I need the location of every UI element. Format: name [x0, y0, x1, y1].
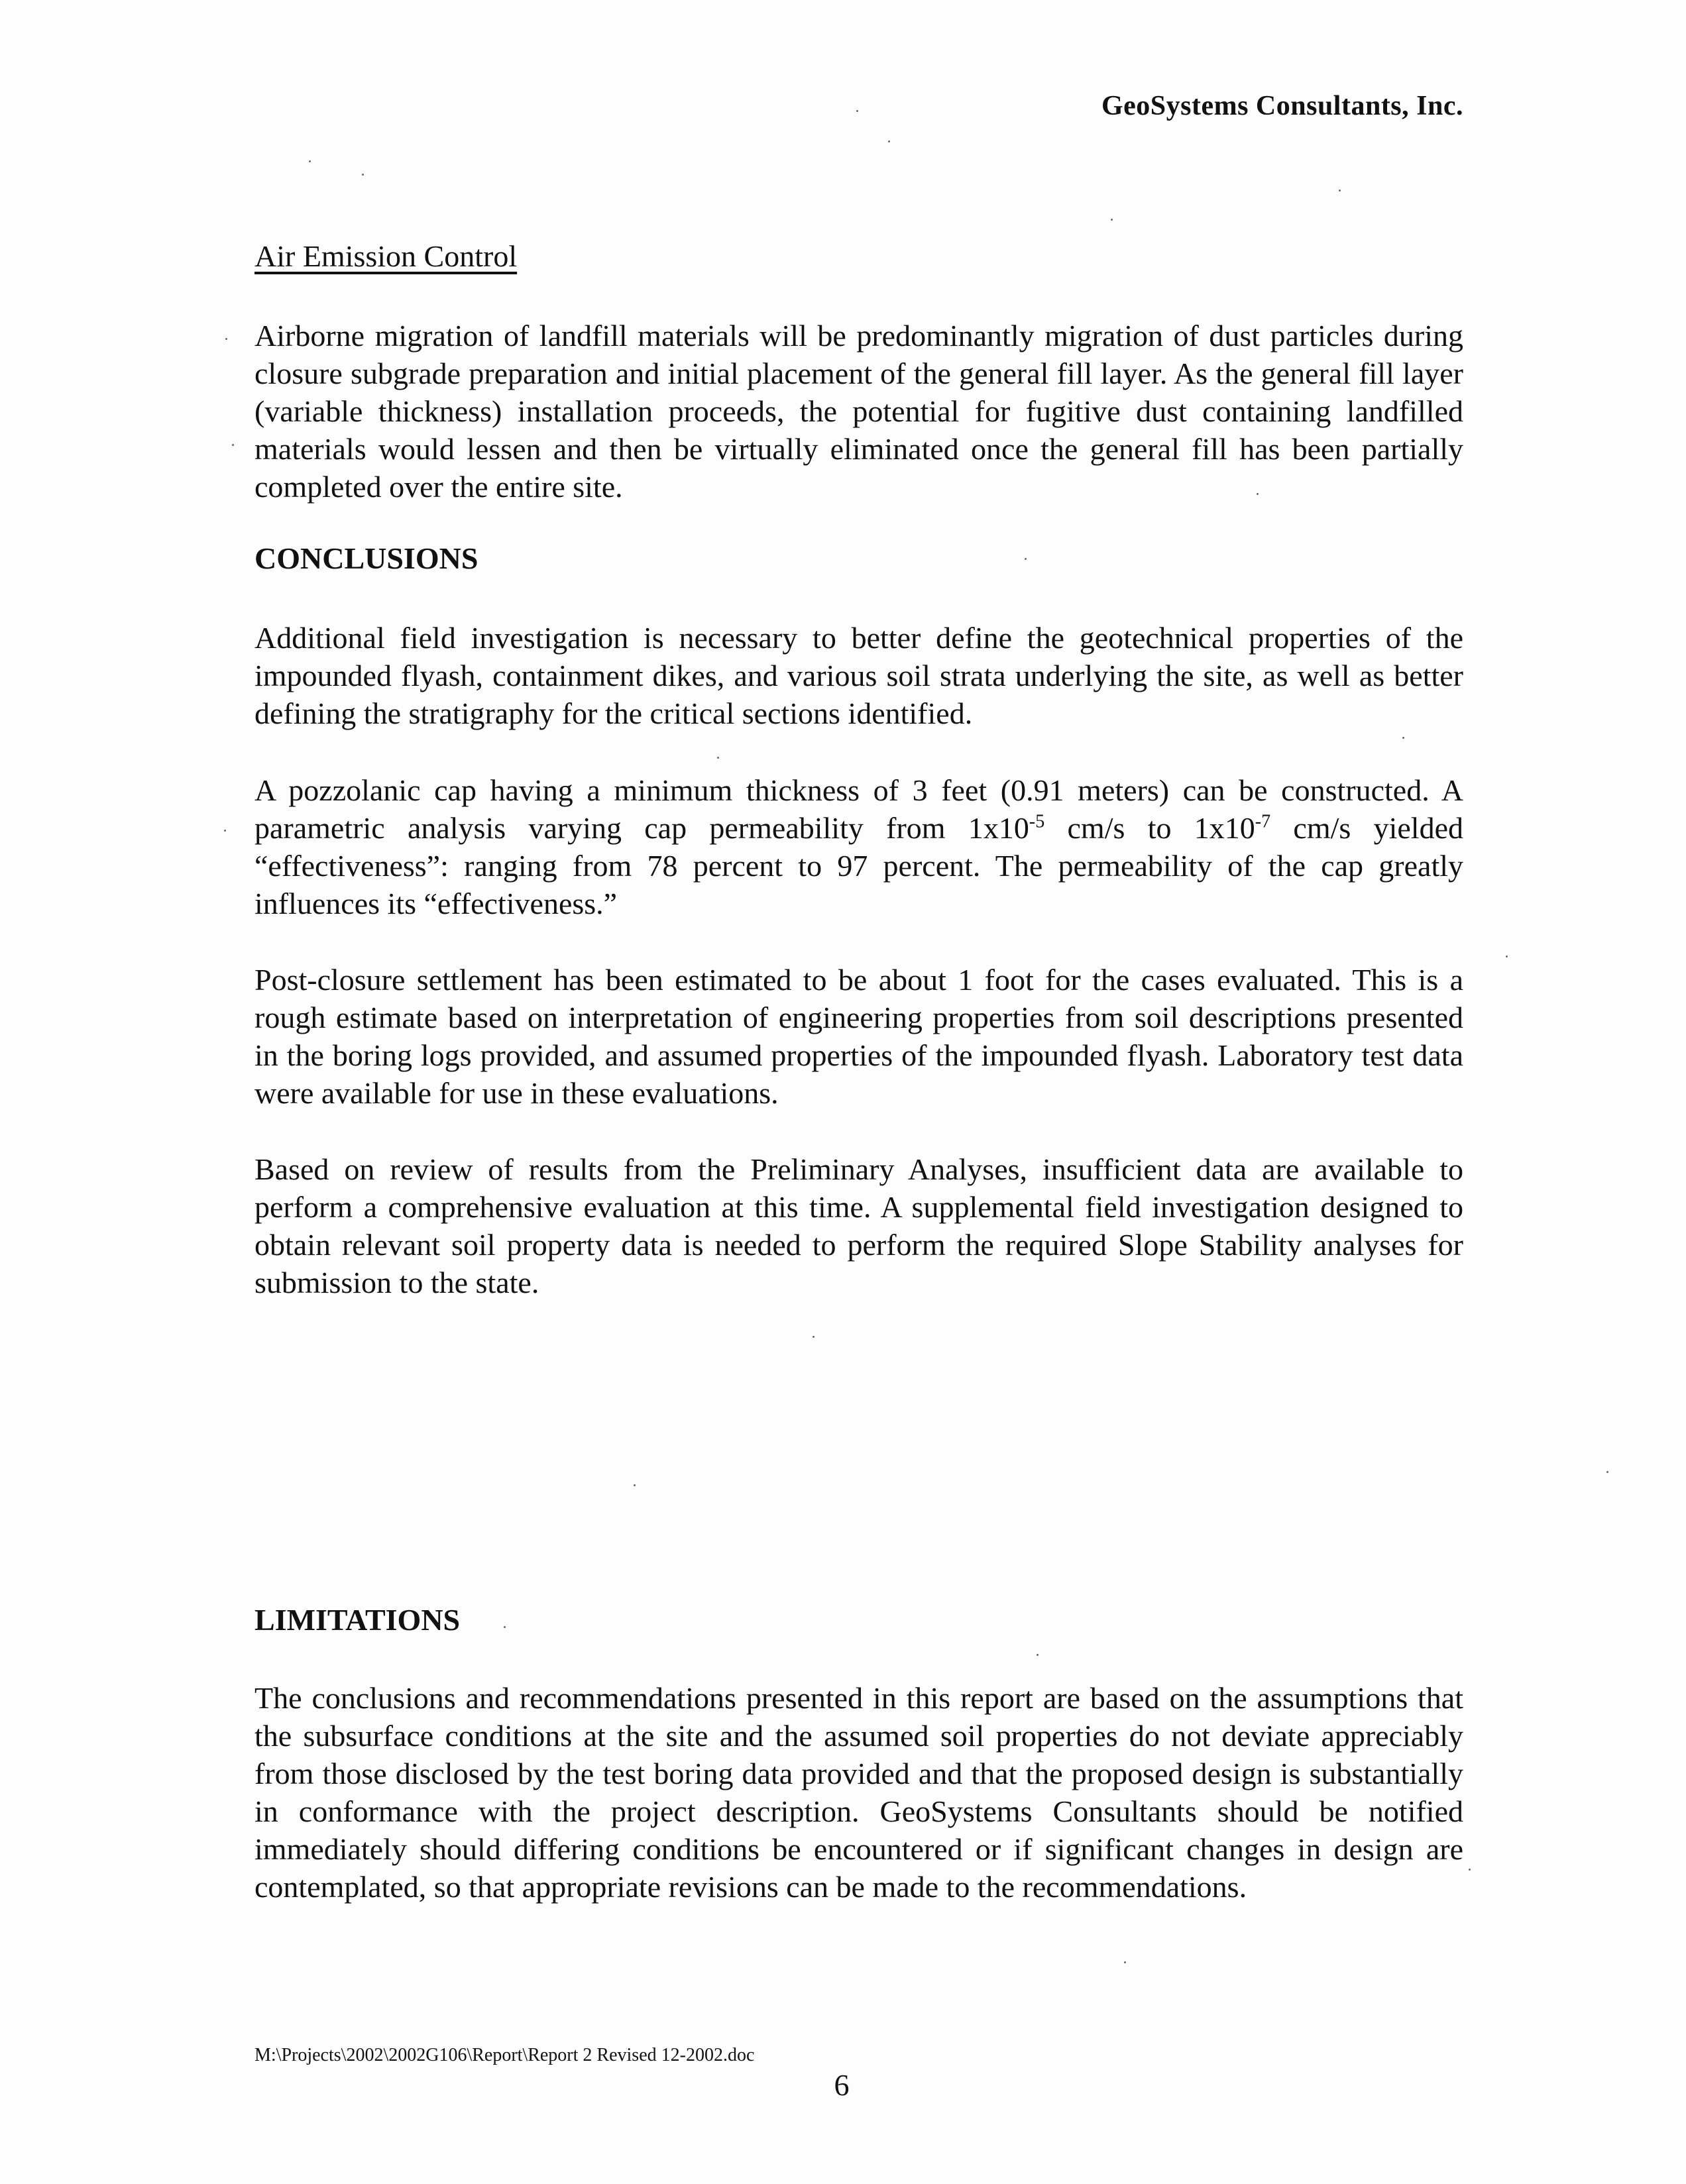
- p2-text-c: cm/s yielded “effectiveness”: ranging from 78 percent to 97 percent. The permeability of the cap greatly influences its “effectiveness.”: [254, 811, 1463, 920]
- conclusions-p4-block: [254, 1150, 1463, 1301]
- scan-speck: [225, 338, 227, 340]
- exponent-1: -5: [1029, 811, 1045, 832]
- conclusions-p1-block: [254, 619, 1463, 732]
- scan-speck: [1402, 737, 1404, 739]
- page-number: 6: [834, 2068, 850, 2102]
- scan-speck: [1025, 558, 1027, 560]
- scan-speck: [1606, 1471, 1608, 1473]
- conclusions-p2-block: [254, 771, 1463, 922]
- scan-speck: [1469, 1869, 1471, 1871]
- scan-speck: [362, 174, 364, 176]
- conclusions-paragraph-4: Based on review of results from the Preliminary Analyses, insufficient data are available to perform a comprehensive evaluation at this time. A supplemental field investigation designed to obtain relevant soil property data is needed to perform the required Slope Stability analyses for submission to the state.: [254, 1152, 1463, 1299]
- scan-speck: [1111, 219, 1113, 221]
- scan-speck: [1257, 493, 1259, 495]
- air-emission-paragraph: Airborne migration of landfill materials will be predominantly migration of dust particles during closure subgrade preparation and initial placement of the general fill layer. As the general fill layer (variable thickness) installation proceeds, the potential for fugitive dust containing landfilled materials would lessen and then be virtually eliminated once the general fill has been partially completed over the entire site.: [254, 319, 1463, 504]
- conclusions-heading: CONCLUSIONS: [254, 541, 478, 575]
- scan-speck: [1124, 1961, 1126, 1963]
- scan-speck: [224, 830, 226, 832]
- scan-speck: [813, 1336, 815, 1338]
- footer-file-path: M:\Projects\2002\2002G106\Report\Report 2 Revised 12-2002.doc: [254, 2045, 755, 2065]
- scan-speck: [1506, 956, 1508, 957]
- scan-speck: [888, 140, 890, 142]
- limitations-heading: LIMITATIONS: [254, 1603, 461, 1637]
- air-emission-heading: Air Emission Control: [254, 239, 518, 273]
- company-header: GeoSystems Consultants, Inc.: [1101, 91, 1463, 121]
- conclusions-paragraph-1: Additional field investigation is necessary to better define the geotechnical properties of the impounded flyash, containment dikes, and various soil strata underlying the site, as well as better defining the stratigraphy for the critical sections identified.: [254, 621, 1463, 730]
- limitations-section: [254, 1679, 1463, 1906]
- scan-speck: [856, 110, 858, 112]
- conclusions-p3-block: [254, 961, 1463, 1112]
- exponent-2: -7: [1255, 811, 1271, 832]
- scan-speck: [232, 444, 234, 446]
- scan-speck: [717, 757, 719, 759]
- limitations-paragraph: The conclusions and recommendations presented in this report are based on the assumptions that the subsurface conditions at the site and the assumed soil properties do not deviate appreciably from those disclosed by the test boring data provided and that the proposed design is substantially in conformance with the project description. GeoSystems Consultants should be notified immediately should differing conditions be encountered or if significant changes in design are contemplated, so that appropriate revisions can be made to the recommendations.: [254, 1681, 1463, 1904]
- air-emission-section: [254, 317, 1463, 506]
- conclusions-paragraph-3: Post-closure settlement has been estimated to be about 1 foot for the cases evaluated. This is a rough estimate based on interpretation of engineering properties from soil descriptions presented in the boring logs provided, and assumed properties of the impounded flyash. Laboratory test data were available for use in these evaluations.: [254, 963, 1463, 1110]
- p2-text-a: A pozzolanic cap having a minimum thickness of 3 feet (0.91 meters) can be constructed. A parametric analysis varying cap permeability from 1x10: [254, 773, 1463, 845]
- p2-text-b: cm/s to 1x10: [1044, 811, 1255, 845]
- conclusions-paragraph-2: [254, 771, 1463, 922]
- scan-speck: [1339, 190, 1341, 191]
- scan-speck: [504, 1626, 506, 1628]
- scan-speck: [309, 160, 311, 162]
- scan-speck: [634, 1484, 636, 1486]
- scan-speck: [1037, 1654, 1039, 1656]
